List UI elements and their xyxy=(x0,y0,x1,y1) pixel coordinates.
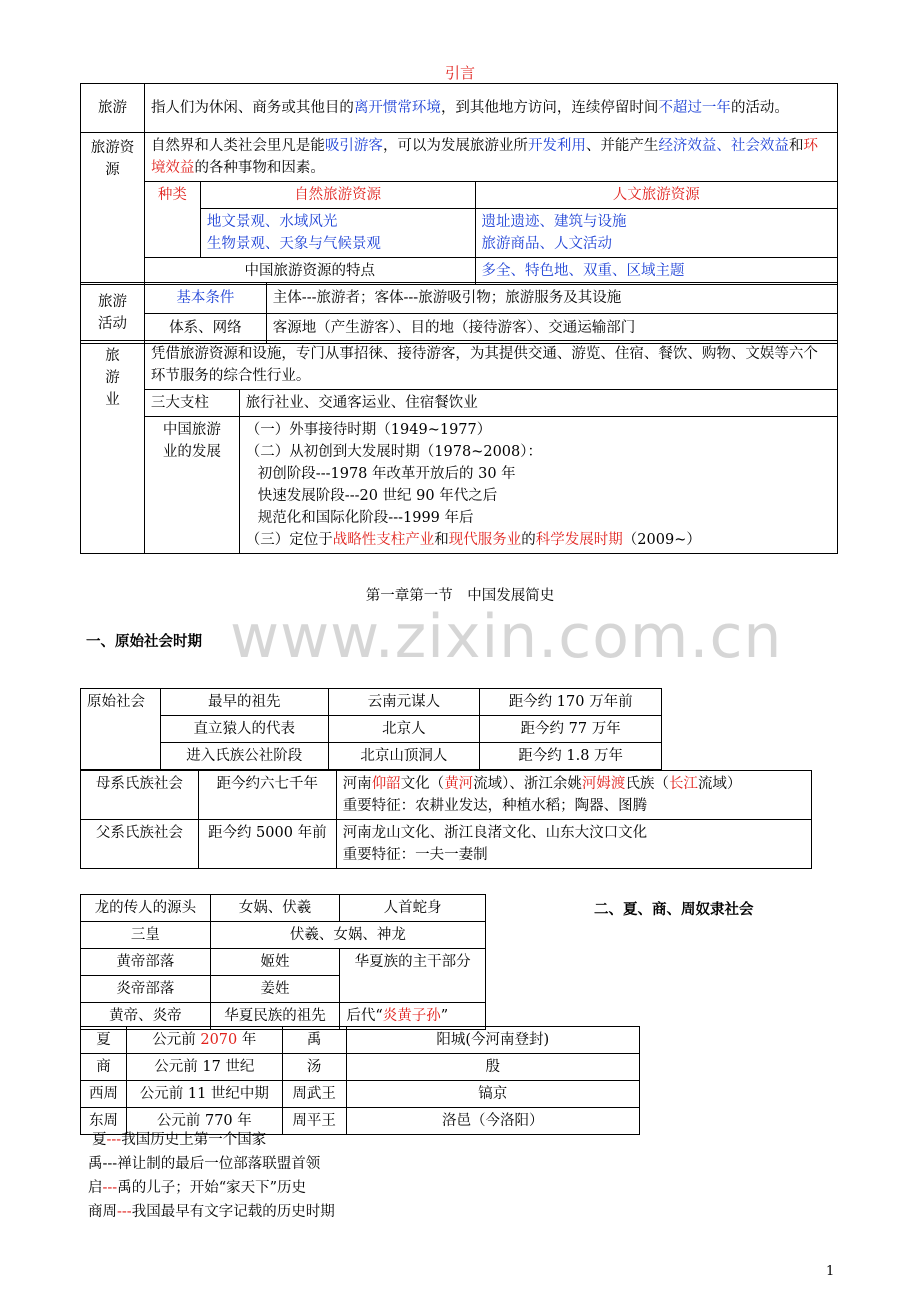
tourism-label: 旅游 xyxy=(81,84,145,133)
chapter-title: 第一章第一节 中国发展简史 xyxy=(365,588,555,604)
table-cell: 龙的传人的源头 xyxy=(81,895,211,922)
table-row xyxy=(81,1027,640,1054)
table-row xyxy=(81,689,662,716)
basic-conditions-value: 主体---旅游者；客体---旅游吸引物；旅游服务及其设施 xyxy=(266,283,837,314)
natural-resources-header: 自然旅游资源 xyxy=(200,182,475,209)
pillars-value: 旅行社业、交通客运业、住宿餐饮业 xyxy=(239,390,837,417)
table-row xyxy=(81,820,812,869)
china-features-label: 中国旅游资源的特点 xyxy=(144,258,475,285)
list-item: 夏---我国历史上第一个国家 xyxy=(92,1132,267,1148)
intro-title: 引言 xyxy=(444,64,475,82)
table-cell: 黄帝、炎帝 xyxy=(81,1003,211,1030)
development-stages: （一）外事接待时期（1949~1977） （二）从初创到大发展时期（1978~2008）： 初创阶段---1978 年改革开放后的 30 年 快速发展阶段---20 世纪 90 年代之后 规范化和国际化阶段---1999 年后 （三）定位于战略性支柱产业和现代服务业的科学发展时期（2009~） xyxy=(239,417,837,554)
table-cell: 北京人 xyxy=(328,716,480,743)
dragon-table xyxy=(80,894,486,1030)
table-row xyxy=(81,283,838,314)
table-cell: 华夏族的主干部分 xyxy=(340,949,486,1003)
watermark: www.zixin.com.cn xyxy=(230,602,783,672)
table-cell: 公元前 11 世纪中期 xyxy=(126,1081,282,1108)
table-cell: 距今约 77 万年 xyxy=(480,716,662,743)
section2-title: 二、夏、商、周奴隶社会 xyxy=(594,902,754,918)
clan-table xyxy=(80,770,812,869)
tourism-definition: 指人们为休闲、商务或其他目的离开惯常环境，到其他地方访问，连续停留时间不超过一年的活动。 xyxy=(144,84,837,133)
matriarchal-time: 距今约六七千年 xyxy=(198,771,336,820)
matriarchal-label: 母系氏族社会 xyxy=(81,771,199,820)
patriarchal-label: 父系氏族社会 xyxy=(81,820,199,869)
table-cell: 西周 xyxy=(81,1081,127,1108)
table-cell: 公元前 2070 年 xyxy=(126,1027,282,1054)
table-cell: 距今约 170 万年前 xyxy=(480,689,662,716)
cultural-items: 遗址遗迹、建筑与设施 旅游商品、人文活动 xyxy=(475,209,838,258)
table-row xyxy=(81,258,838,285)
system-network: 体系、网络 xyxy=(144,313,266,344)
resources-definition: 自然界和人类社会里凡是能吸引游客，可以为发展旅游业所开发利用、并能产生经济效益、社会效益和环境效益的各种事物和因素。 xyxy=(144,133,837,182)
table-row xyxy=(81,182,838,209)
table-cell: 后代“炎黄子孙” xyxy=(340,1003,486,1030)
table-row xyxy=(81,1054,640,1081)
table-cell: 人首蛇身 xyxy=(340,895,486,922)
table-row xyxy=(81,743,662,770)
kinds-label: 种类 xyxy=(144,182,200,258)
table-row xyxy=(81,771,812,820)
table-cell: 洛邑（今洛阳） xyxy=(346,1108,639,1135)
industry-table xyxy=(80,340,838,554)
table-cell: 女娲、伏羲 xyxy=(210,895,340,922)
table-cell: 云南元谋人 xyxy=(328,689,480,716)
table-cell: 三皇 xyxy=(81,922,211,949)
activity-table xyxy=(80,282,838,344)
development-label: 中国旅游 业的发展 xyxy=(144,417,239,554)
resources-label: 旅游资源 xyxy=(81,133,145,285)
table-cell: 周武王 xyxy=(282,1081,346,1108)
intro-table xyxy=(80,83,838,285)
table-cell: 距今约 1.8 万年 xyxy=(480,743,662,770)
list-item: 启---禹的儿子；开始“家天下”历史 xyxy=(88,1180,307,1196)
system-network-value: 客源地（产生游客）、目的地（接待游客）、交通运输部门 xyxy=(266,313,837,344)
activity-label: 旅游 活动 xyxy=(81,283,145,344)
basic-conditions: 基本条件 xyxy=(144,283,266,314)
table-cell: 汤 xyxy=(282,1054,346,1081)
table-row xyxy=(81,390,838,417)
matriarchal-detail: 河南仰韶文化（黄河流域）、浙江余姚河姆渡氏族（长江流域） 重要特征：农耕业发达，种植水稻；陶器、图腾 xyxy=(336,771,811,820)
table-cell: 姜姓 xyxy=(210,976,340,1003)
patriarchal-detail: 河南龙山文化、浙江良渚文化、山东大汶口文化 重要特征：一夫一妻制 xyxy=(336,820,811,869)
table-cell: 姬姓 xyxy=(210,949,340,976)
table-cell: 阳城(今河南登封) xyxy=(346,1027,639,1054)
table-cell: 夏 xyxy=(81,1027,127,1054)
pillars-label: 三大支柱 xyxy=(144,390,239,417)
primitive-label: 原始社会 xyxy=(81,689,161,770)
table-cell: 殷 xyxy=(346,1054,639,1081)
table-cell: 北京山顶洞人 xyxy=(328,743,480,770)
table-cell: 公元前 17 世纪 xyxy=(126,1054,282,1081)
table-cell: 镐京 xyxy=(346,1081,639,1108)
table-row xyxy=(81,133,838,182)
list-item: 商周---我国最早有文字记载的历史时期 xyxy=(88,1204,335,1220)
table-cell: 直立猿人的代表 xyxy=(160,716,328,743)
industry-definition: 凭借旅游资源和设施，专门从事招徕、接待游客，为其提供交通、游览、住宿、餐饮、购物、文娱等六个环节服务的综合性行业。 xyxy=(144,341,837,390)
table-cell: 商 xyxy=(81,1054,127,1081)
table-row xyxy=(81,313,838,344)
china-features: 多全、特色地、双重、区域主题 xyxy=(475,258,838,285)
table-cell: 进入氏族公社阶段 xyxy=(160,743,328,770)
table-row xyxy=(81,1081,640,1108)
table-cell: 伏羲、女娲、神龙 xyxy=(210,922,485,949)
table-cell: 华夏民族的祖先 xyxy=(210,1003,340,1030)
notes-list xyxy=(88,1128,335,1224)
table-cell: 最早的祖先 xyxy=(160,689,328,716)
table-row xyxy=(81,716,662,743)
table-row xyxy=(81,922,486,949)
table-cell: 炎帝部落 xyxy=(81,976,211,1003)
table-row xyxy=(81,84,838,133)
table-row xyxy=(81,417,838,554)
table-cell: 黄帝部落 xyxy=(81,949,211,976)
table-cell: 公元前 770 年 xyxy=(126,1108,282,1135)
table-cell: 禹 xyxy=(282,1027,346,1054)
page-number: 1 xyxy=(826,1264,835,1279)
list-item: 禹---禅让制的最后一位部落联盟首领 xyxy=(88,1156,321,1172)
table-row xyxy=(81,895,486,922)
table-row xyxy=(81,341,838,390)
patriarchal-time: 距今约 5000 年前 xyxy=(198,820,336,869)
table-row xyxy=(81,949,486,976)
table-cell: 东周 xyxy=(81,1108,127,1135)
section1-title: 一、原始社会时期 xyxy=(86,634,202,650)
table-cell: 周平王 xyxy=(282,1108,346,1135)
primitive-table xyxy=(80,688,662,770)
dynasty-table xyxy=(80,1026,640,1135)
industry-label: 旅 游 业 xyxy=(81,341,145,554)
cultural-resources-header: 人文旅游资源 xyxy=(475,182,838,209)
natural-items: 地文景观、水域风光 生物景观、天象与气候景观 xyxy=(200,209,475,258)
